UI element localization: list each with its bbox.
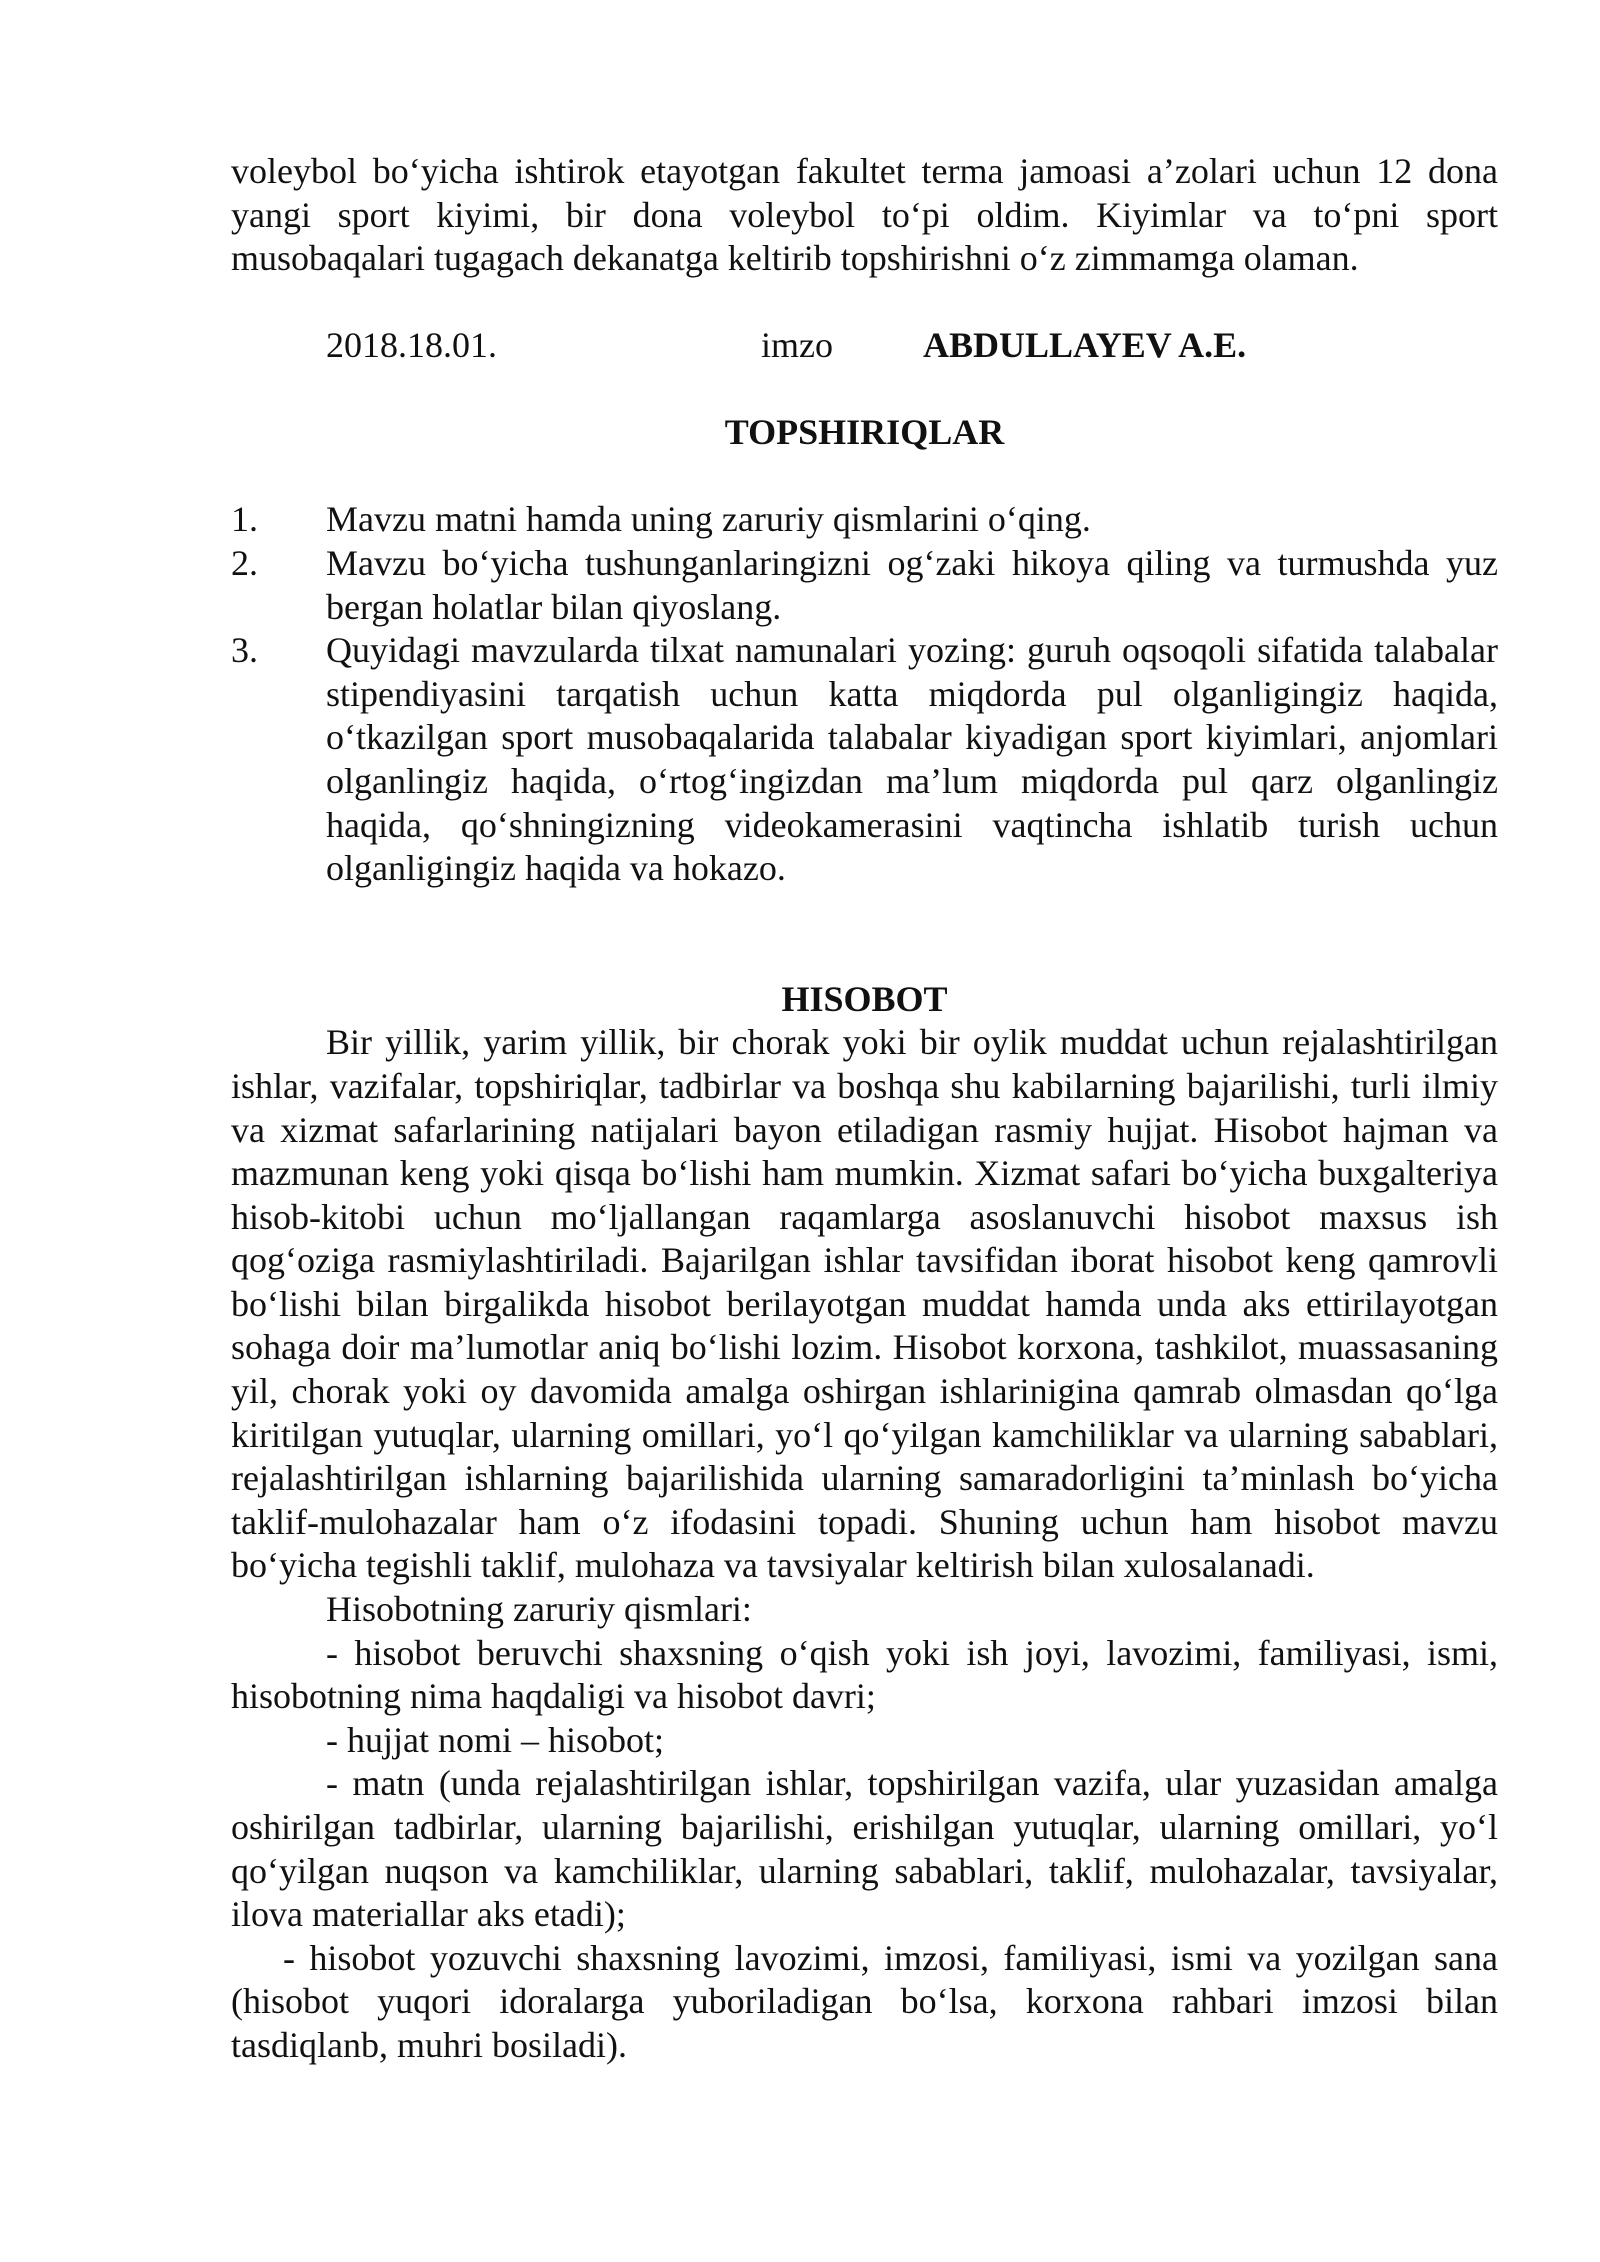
report-paragraph: Bir yillik, yarim yillik, bir chorak yoki bir oylik muddat uchun rejalashtirilgan ishlar, vazifalar, topshiriqlar, tadbirlar va boshqa shu kabilarning bajarilishi, turli ilmiy va xizmat safarlarining natijalari bayon etiladigan rasmiy hujjat. Hisobot hajman va mazmunan keng yoki qisqa bo‘lishi ham mumkin. Xizmat safari bo‘yicha buxgalteriya hisob-kitobi uchun mo‘ljallangan raqamlarga asoslanuvchi hisobot maxsus ish qog‘oziga rasmiylashtiriladi. Bajarilgan ishlar tavsifidan iborat hisobot keng qamrovli bo‘lishi bilan birgalikda hisobot berilayotgan muddat hamda unda aks ettirilayotgan sohaga doir ma’lumotlar aniq bo‘lishi lozim. Hisobot korxona, tashkilot, muassasaning yil, chorak yoki oy davomida amalga oshirgan ishlarinigina qamrab olmasdan qo‘lga kiritilgan yutuqlar, ularning omillari, yo‘l qo‘yilgan kamchiliklar va ularning sabablari, rejalashtirilgan ishlarning bajarilishida ularning samaradorligini ta’minlash bo‘yicha taklif-mulohazalar ham o‘z ifodasini topadi. Shuning uchun ham hisobot mavzu bo‘yicha tegishli taklif, mulohaza va tavsiyalar keltirish bilan xulosalanadi. — [231, 1022, 1498, 1586]
report-parts-title: Hisobotning zaruriy qismlari: — [326, 1589, 752, 1630]
signature-date: 2018.18.01. — [326, 324, 497, 365]
task-item — [231, 629, 1498, 891]
signature-name: ABDULLAYEV A.E. — [923, 324, 1247, 365]
report-part-item: - hisobot yozuvchi shaxsning lavozimi, imzosi, familiyasi, ismi va yozilgan sana (hisobot yuqori idoralarga yuboriladigan bo‘lsa, korxona rahbari imzosi bilan tasdiqlanb, muhri bosiladi). — [231, 1937, 1498, 2065]
task-number: 3. — [231, 630, 258, 671]
tasks-heading: TOPSHIRIQLAR — [724, 411, 1005, 452]
task-item — [231, 542, 1498, 629]
tasks-list — [231, 498, 1498, 890]
task-item — [231, 498, 1498, 542]
intro-paragraph: voleybol bo‘yicha ishtirok etayotgan fakultet terma jamoasi a’zolari uchun 12 dona yangi sport kiyimi, bir dona voleybol to‘pi oldim. Kiyimlar va to‘pni sport musobaqalari tugagach dekanatga keltirib topshirishni o‘z zimmamga olaman. — [231, 151, 1498, 279]
task-number: 2. — [231, 542, 258, 583]
report-part-item: - hujjat nomi – hisobot; — [326, 1719, 664, 1760]
task-text: Quyidagi mavzularda tilxat namunalari yozing: guruh oqsoqoli sifatida talabalar stipendiyasini tarqatish uchun katta miqdorda pul olganligingiz haqida, o‘tkazilgan sport musobaqalarida talabalar kiyadigan sport kiyimlari, anjomlari olganlingiz haqida, o‘rtog‘ingizdan ma’lum miqdorda pul qarz olganlingiz haqida, qo‘shningizning videokamerasini vaqtincha ishlatib turish uchun olganligingiz haqida va hokazo. — [326, 630, 1498, 889]
task-text: Mavzu bo‘yicha tushunganlaringizni og‘zaki hikoya qiling va turmushda yuz bergan holatlar bilan qiyoslang. — [326, 542, 1498, 627]
report-part-item: - hisobot beruvchi shaxsning o‘qish yoki ish joyi, lavozimi, familiyasi, ismi, hisobotning nima haqdaligi va hisobot davri; — [231, 1632, 1498, 1717]
report-part-item: - matn (unda rejalashtirilgan ishlar, topshirilgan vazifa, ular yuzasidan amalga oshirilgan tadbirlar, ularning bajarilishi, erishilgan yutuqlar, ularning omillari, yo‘l qo‘yilgan nuqson va kamchiliklar, ularning sabablari, taklif, mulohazalar, tavsiyalar, ilova materiallar aks etadi); — [231, 1763, 1498, 1935]
signature-line — [231, 324, 1498, 368]
report-heading: HISOBOT — [781, 978, 948, 1019]
document-page — [231, 150, 1498, 2068]
task-text: Mavzu matni hamda uning zaruriy qismlarini o‘qing. — [326, 499, 1091, 540]
task-number: 1. — [231, 499, 258, 540]
signature-label: imzo — [761, 324, 833, 365]
